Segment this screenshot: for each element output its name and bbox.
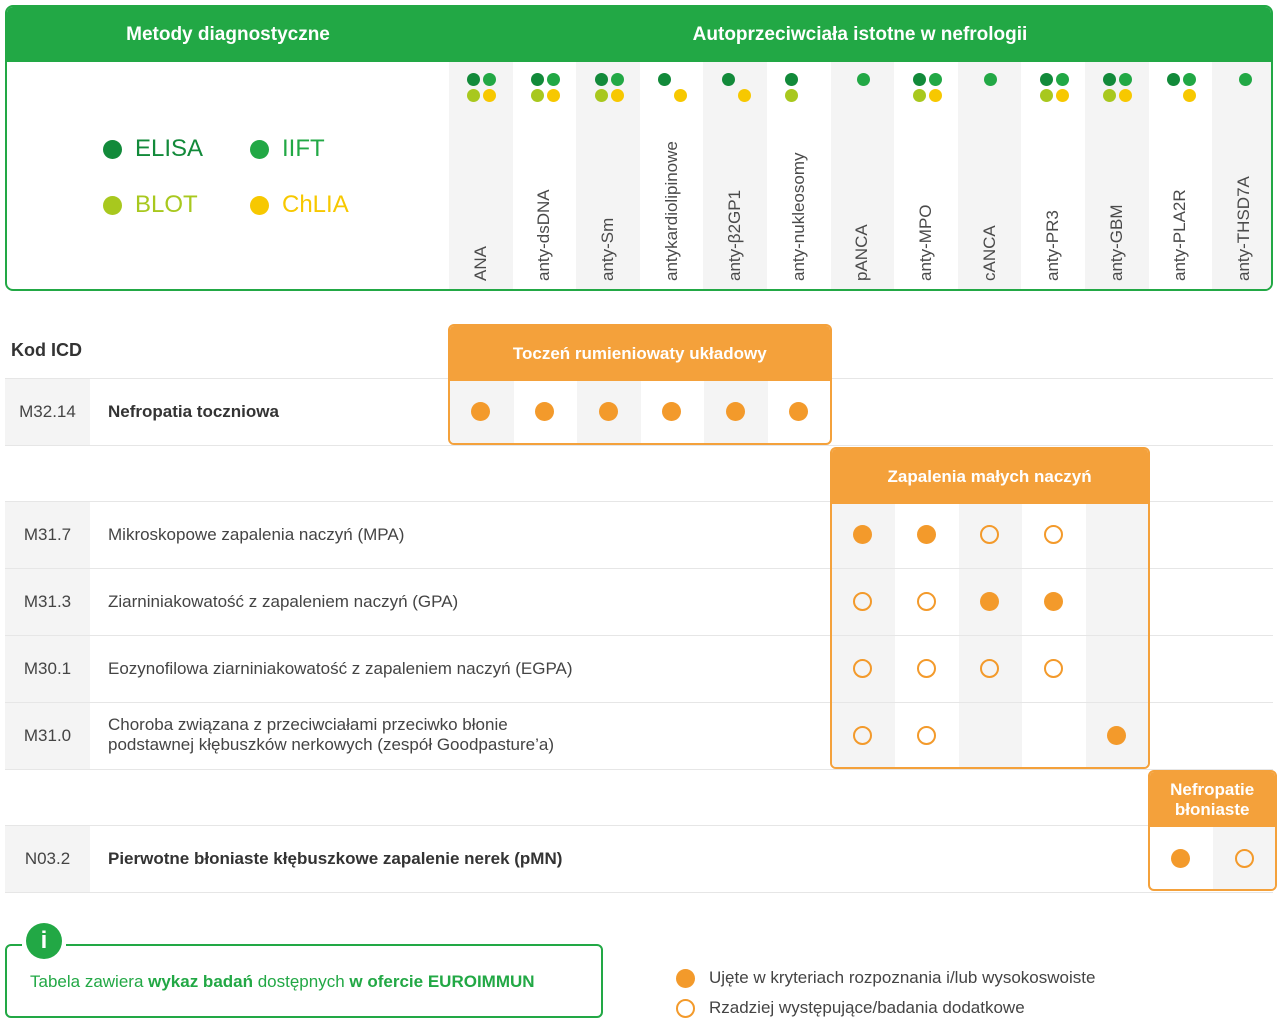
disease-name-line: Choroba związana z przeciwciałami przeciwko błonie [108, 715, 508, 734]
column-label: anty-Sm [598, 217, 617, 281]
outline-marker-dot [853, 726, 872, 745]
method-dot-blot [103, 196, 122, 215]
filled-marker-dot [599, 402, 618, 421]
column-label: anty-THSD7A [1234, 176, 1253, 281]
method-indicator-iift [547, 73, 560, 86]
method-indicator-iift [483, 73, 496, 86]
filled-marker-dot [853, 525, 872, 544]
column-label: anty-PLA2R [1170, 189, 1190, 281]
outline-marker-dot [917, 726, 936, 745]
disease-name [108, 715, 554, 755]
method-indicator-chlia [1183, 89, 1196, 102]
method-label-iift: IIFT [282, 135, 325, 162]
method-label-elisa: ELISA [135, 135, 204, 162]
disease-name-line: podstawnej kłębuszków nerkowych (zespół Goodpasture’a) [108, 735, 555, 754]
method-dot-elisa [103, 140, 122, 159]
disease-group-box [1148, 770, 1277, 891]
method-dot-chlia [250, 196, 269, 215]
disease-group-box [448, 324, 832, 445]
method-indicator-elisa [1167, 73, 1180, 86]
row-divider [832, 568, 1148, 569]
method-label-blot: BLOT [135, 191, 198, 218]
column-label: cANCA [979, 225, 999, 281]
filled-marker-dot [980, 592, 999, 611]
outline-marker-dot [917, 592, 936, 611]
column-label: antykardiolipinowe [661, 141, 681, 281]
column-label: ANA [470, 246, 490, 281]
method-indicator-elisa [785, 73, 798, 86]
outline-marker-dot [853, 592, 872, 611]
method-indicator-chlia [929, 89, 942, 102]
method-indicator-chlia [738, 89, 751, 102]
method-indicator-chlia [483, 89, 496, 102]
icd-code-header: Kod ICD [11, 340, 82, 360]
row-divider [832, 635, 1148, 636]
method-indicator-chlia [611, 89, 624, 102]
legend-filled-dot [676, 969, 695, 988]
method-indicator-iift [1183, 73, 1196, 86]
disease-name: Nefropatia toczniowa [108, 402, 279, 421]
method-indicator-iift [1119, 73, 1132, 86]
info-text: Tabela zawiera wykaz badań dostępnych w ofercie EUROIMMUN [30, 972, 535, 991]
method-indicator-elisa [531, 73, 544, 86]
method-indicator-blot [595, 89, 608, 102]
outline-marker-dot [917, 659, 936, 678]
legend-outline-dot [676, 999, 695, 1018]
filled-marker-dot [1044, 592, 1063, 611]
method-indicator-elisa [1103, 73, 1116, 86]
column-label: anty-PR3 [1043, 210, 1063, 281]
method-indicator-blot [913, 89, 926, 102]
method-indicator-elisa [595, 73, 608, 86]
column-label: anty-GBM [1106, 204, 1126, 281]
icd-code: M31.3 [5, 569, 90, 635]
row-divider [5, 769, 1273, 770]
method-indicator-elisa [722, 73, 735, 86]
icd-code: M30.1 [5, 636, 90, 702]
column-label: pANCA [852, 224, 872, 281]
row-divider [5, 892, 1273, 893]
method-indicator-iift [929, 73, 942, 86]
method-indicator-chlia [1056, 89, 1069, 102]
method-indicator-iift [984, 73, 997, 86]
column-label: anty-MPO [916, 204, 935, 281]
icd-code: M32.14 [5, 379, 90, 445]
method-indicator-blot [1103, 89, 1116, 102]
method-indicator-elisa [658, 73, 671, 86]
filled-marker-dot [535, 402, 554, 421]
legend-filled-label: Ujęte w kryteriach rozpoznania i/lub wysokoswoiste [709, 968, 1096, 987]
method-indicator-iift [611, 73, 624, 86]
info-icon: i [26, 923, 62, 959]
method-indicator-iift [1239, 73, 1252, 86]
filled-marker-dot [726, 402, 745, 421]
column-label: anty-nukleosomy [788, 152, 808, 281]
method-indicator-blot [467, 89, 480, 102]
method-indicator-chlia [1119, 89, 1132, 102]
outline-marker-dot [1044, 659, 1063, 678]
disease-group-title: Zapalenia małych naczyń [832, 449, 1148, 504]
method-indicator-iift [1056, 73, 1069, 86]
method-indicator-elisa [1040, 73, 1053, 86]
disease-name: Eozynofilowa ziarniniakowatość z zapaleniem naczyń (EGPA) [108, 659, 573, 678]
outline-marker-dot [980, 659, 999, 678]
filled-marker-dot [1171, 849, 1190, 868]
method-dot-iift [250, 140, 269, 159]
autoantibodies-title: Autoprzeciwciała istotne w nefrologii [692, 24, 1028, 45]
methods-title: Metody diagnostyczne [126, 24, 330, 45]
method-indicator-chlia [674, 89, 687, 102]
disease-name: Ziarniniakowatość z zapaleniem naczyń (GPA) [108, 592, 459, 611]
method-indicator-chlia [547, 89, 560, 102]
method-indicator-elisa [913, 73, 926, 86]
icd-code: M31.7 [5, 502, 90, 568]
row-divider [5, 445, 1273, 446]
method-indicator-iift [857, 73, 870, 86]
method-indicator-blot [1040, 89, 1053, 102]
filled-marker-dot [662, 402, 681, 421]
legend-outline-label: Rzadziej występujące/badania dodatkowe [709, 998, 1025, 1017]
icd-code: N03.2 [5, 826, 90, 892]
outline-marker-dot [1235, 849, 1254, 868]
disease-group-title: Toczeń rumieniowaty układowy [450, 326, 830, 381]
disease-name: Pierwotne błoniaste kłębuszkowe zapalenie nerek (pMN) [108, 849, 563, 868]
method-indicator-blot [531, 89, 544, 102]
filled-marker-dot [917, 525, 936, 544]
row-divider [832, 702, 1148, 703]
icd-code: M31.0 [5, 703, 90, 769]
disease-name: Mikroskopowe zapalenia naczyń (MPA) [108, 525, 405, 544]
method-indicator-elisa [467, 73, 480, 86]
column-label: anty-β2GP1 [725, 189, 745, 281]
method-label-chlia: ChLIA [282, 191, 349, 218]
disease-group-title: Nefropatie błoniaste [1150, 772, 1275, 827]
outline-marker-dot [1044, 525, 1063, 544]
method-indicator-blot [785, 89, 798, 102]
outline-marker-dot [853, 659, 872, 678]
outline-marker-dot [980, 525, 999, 544]
column-label: anty-dsDNA [534, 189, 554, 281]
